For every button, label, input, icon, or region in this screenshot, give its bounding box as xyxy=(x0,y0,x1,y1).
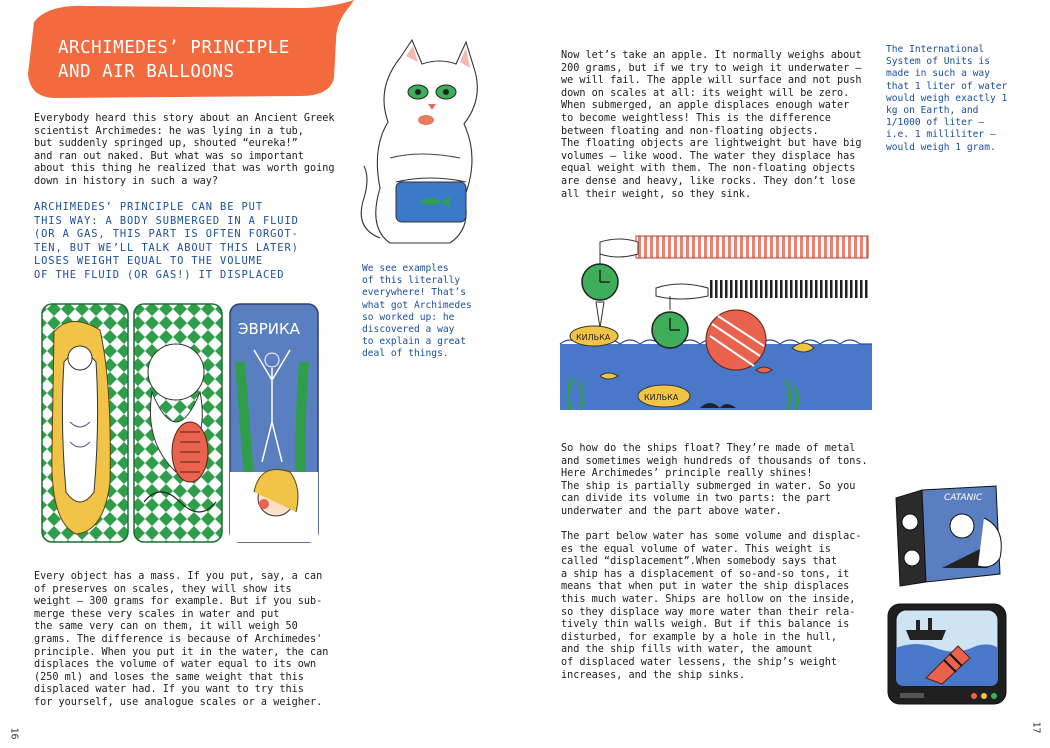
mass-paragraph: Every object has a mass. If you put, say, a can of preserves on scales, they will show its weight – 300 grams for example. But if you sub- merge these very scales in water and put the same very can on them, it will weigh 50 grams. The difference is because of Archimedes' principle. When you put it in the water, the can displaces the volume of water equal to its own (250 ml) and loses the same weight that this displaced water had. If you want to try this for yourself, use analogue scales or a weigher. xyxy=(34,571,329,708)
scales-underwater-illustration xyxy=(560,232,872,414)
tv-sinking-ship-illustration xyxy=(886,600,1008,708)
ship-paragraph-1: So how do the ships float? They’re made of metal and sometimes weigh hundreds of thousands of tons. Here Archimedes’ principle really shines! The ship is partially submerged in water. So you can divide its volume in two parts: the part underwater and the part above water. xyxy=(561,443,868,517)
cat-with-fish-illustration xyxy=(360,38,490,253)
eureka-comic-strip xyxy=(40,302,320,545)
vhs-title: CATANIC xyxy=(944,493,983,503)
apple-paragraph: Now let’s take an apple. It normally weighs about 200 grams, but if we try to weigh it underwater – we will fail. The apple will surface and not push down on scales at all: its weight will be zero. When submerged, an apple displaces enough water to become weightless! This is the difference between floating and non-floating objects. The floating objects are lightweight but have big volumes – like wood. The water they displace has equal weight with them. The non-floating objects are dense and heavy, like rocks. They don’t lose all their weight, so they sink. xyxy=(561,50,862,200)
page-number-left: 16 xyxy=(8,727,20,740)
can-label-bottom: КИЛЬКА xyxy=(644,393,679,402)
page-title: ARCHIMEDES’ PRINCIPLE AND AIR BALLOONS xyxy=(58,38,290,82)
intro-paragraph: Everybody heard this story about an Ancient Greek scientist Archimedes: he was lying in a tub, but suddenly springed up, shouted “eureka!” and ran out naked. But what was so important about this thing he realized that was worth going down in history in such a way? xyxy=(34,113,335,187)
ship-paragraph-2: The part below water has some volume and displac- es the equal volume of water. This weight is called “displacement”.When somebody says that a ship has a displacement of so-and-so tons, it means that when put in water the ship displaces this much water. Ships are hollow on the inside, so they displace way more water than their rela- tively thin walls weigh. But if this balance is disturbed, for example by a hole in the hull, and the ship fills with water, the amount of displaced water lessens, the ship’s weight increases, and the ship sinks. xyxy=(561,531,862,681)
principle-callout: ARCHIMEDES’ PRINCIPLE CAN BE PUT THIS WAY: A BODY SUBMERGED IN A FLUID (OR A GAS, THIS PART IS OFTEN FORGOT- TEN, BUT WE’LL TALK ABOUT THIS LATER) LOSES WEIGHT EQUAL TO THE VOLUME OF THE FLUID (OR GAS!) IT DISPLACED xyxy=(34,201,299,281)
vhs-tape-illustration xyxy=(892,478,1008,590)
page-number-right: 17 xyxy=(1030,721,1042,734)
eureka-caption: ЭВРИКА xyxy=(238,320,300,338)
can-label-top: КИЛЬКА xyxy=(576,333,611,342)
si-units-note: The International System of Units is made in such a way that 1 liter of water would weigh exactly 1 kg on Earth, and 1/1000 of liter – i.e. 1 milliliter – would weigh 1 gram. xyxy=(886,44,1008,153)
archimedes-sidenote: We see examples of this literally everywhere! That’s what got Archimedes so worked up: he discovered a way to explain a great deal of things. xyxy=(362,263,472,360)
